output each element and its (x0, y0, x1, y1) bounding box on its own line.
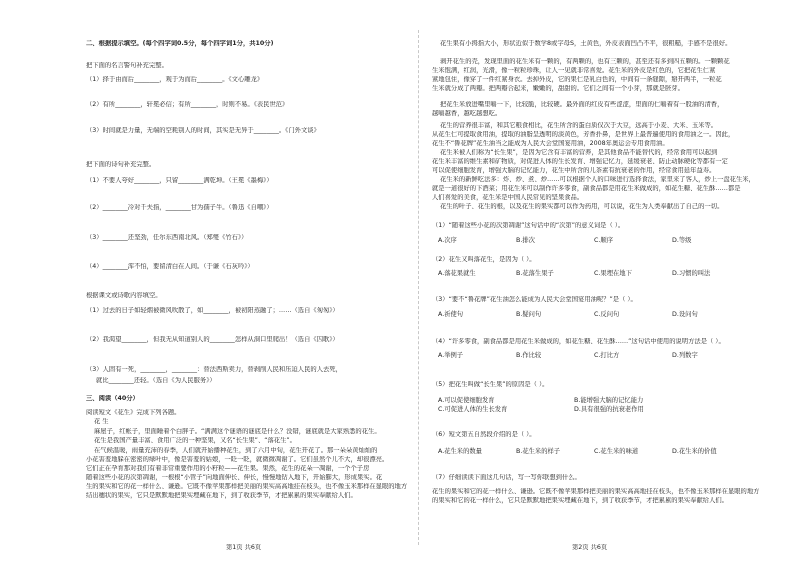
article-line: 麻屋子，红帐子，里面睡着个白胖子。“满满这个谜语的谜底是什么？没错，谜底就是大家熟悉的花生。 (94, 428, 381, 435)
q5-option-c[interactable]: C.可促进人体的生长发育 (438, 406, 508, 413)
article-line: 花生米丰富的维生素和矿物质，对促进人体的生长发育、增强记忆力，延缓衰老、防止动脉硬化等都有一定 (432, 158, 728, 165)
page-number: 第2页 共6页 (572, 544, 608, 551)
q2-option-d[interactable]: D.习惯的叫法 (672, 270, 711, 277)
q4-option-a[interactable]: A.举例子 (438, 352, 464, 359)
article-line: 花生是我国产量丰富、食用广泛的一种坚果，又名“长生果”、“落花生”。 (94, 437, 296, 444)
article-line: 在气候温暖，雨量充沛的春季，人们就开始播种花生，到了六月中旬，花生开花了。那一朵朵黄灿灿的 (94, 447, 378, 454)
q2-option-b[interactable]: B.花落生果子 (516, 270, 554, 277)
q4-option-b[interactable]: B.作比较 (516, 352, 542, 359)
article-line: 花生的营养很丰富，和其它粮食相比，花生所含的蛋白质仅次于大豆，远高于小麦、大米、玉米等。 (440, 122, 718, 129)
article-line: 小花害羞地躲在密密的绿叶中，像是害羞的姑娘，一眨一眨，就微微凋谢了。它们虽然个儿不大，却很漂亮。 (86, 456, 389, 463)
text-t2: （2）我渴望________，但我无从知道别人的________怎样从洞口里爬出！（选自《囚歌》） (86, 336, 339, 343)
question-1: （1）“随着这些小花的次第凋谢”这句话中的“次第”的意义词是（ ）。 (432, 222, 625, 229)
q3-option-d[interactable]: D.设问句 (672, 311, 698, 318)
q1-option-b[interactable]: B.排次 (516, 237, 535, 244)
q6-option-d[interactable]: D.花生米的价值 (672, 448, 717, 455)
right-column (432, 0, 762, 562)
question-6: （6）短文第五自然段介绍的是（ ）。 (432, 431, 536, 438)
q6-option-c[interactable]: C.花生米的味道 (594, 448, 639, 455)
q6-option-b[interactable]: B.花生米的样子 (516, 448, 561, 455)
q2-option-c[interactable]: C.果埋在地下 (594, 270, 632, 277)
quote-q2: （2）有所________，轩冕必信；有所________，时则不易。《表民世范》 (86, 101, 289, 108)
question-7: （7）仔细读读下面这几句话，写一写你联想到什么。 (432, 474, 581, 481)
article-line: 它们正在孕育那对我们有着非常重要作用的小籽粒——花生果。果然，花生的花朵一凋谢，一个个子房 (86, 465, 370, 472)
article-line: 从花生仁可提取食用油，提取的油脂呈透明的淡黄色，芳香扑鼻，是世界上最普遍使用的食用油之一。因此， (432, 131, 735, 138)
page-number: 第1页 共6页 (226, 544, 262, 551)
reading-intro: 阅读短文《花生》完成下列各题。 (86, 409, 181, 416)
article-line: 随着这些小花的次第凋谢，一根根“小管子”向地面伸长、伸长，慢慢地钻入地下，开始膨大，形成果实。花 (86, 474, 383, 481)
q5-option-a[interactable]: A.可以促使细胞发育 (438, 397, 495, 404)
article-line: 花生不“鲁花牌”花生油当之能成为人民大会堂国宴用油，2008年奥运会专用食用油。 (432, 140, 669, 147)
article-line: 人们喜爱的美食，花生米是中国人民常见的坚果食品。 (432, 194, 584, 201)
article-title: 花 生 (94, 418, 109, 425)
poem-p3: （3）________还坚劲，任尔东西南北风。（郑燮《竹石》） (86, 234, 248, 241)
article-line: 生米饱满，红润，光滑，像一粒粒珍珠，让人一见就非常喜爱。花生米的外皮是红色的，它把花生仁紧 (432, 67, 716, 74)
q2-option-a[interactable]: A.落花果就生 (438, 270, 476, 277)
q3-option-a[interactable]: A.祈使句 (438, 311, 464, 318)
text-t1: （1）过去的日子如轻烟被微风吹散了，如________，被初阳蒸融了；……（选自《匆匆》） (86, 307, 339, 314)
article-line: 花生米被人们称为“长生果”，是因为它含有丰富的营养，是其他食品不能替代的，经常食用可以起到 (440, 149, 718, 156)
question-3: （3）“要不“鲁花牌”花生油怎么能成为人民大会堂国宴用油呢？”是（ ）。 (432, 296, 637, 303)
part-3-heading: 根据课文或诗歌内容填空。 (86, 292, 162, 299)
quote-q3: （3）时间就是力量，无端的空耗别人的时间，其实是无异于________。《门外文谈》 (86, 127, 320, 134)
question-4: （4）“许多零食，副食品都是用花生米做成的，如花生糖、花生酥……”这句话中使用的说明方法是（ ）。 (432, 338, 725, 345)
article-line: 结出穗状的果实，它只是默默地把果实埋藏在地下，到了收获季节，才把累累的果实奉献给人们。 (86, 492, 357, 499)
q1-option-c[interactable]: C.顺序 (594, 237, 613, 244)
q1-option-a[interactable]: A.次序 (438, 237, 457, 244)
poem-p1: （1）不要人夸好________，只留________满乾坤。（王冕《墨梅》） (86, 177, 273, 184)
article-line: 越嚼越香，越吃越想吃。 (432, 110, 502, 117)
left-column (86, 0, 408, 562)
article-line: 把花生米放进嘴里嚼一下，比较脆，比较硬。最外面的红皮有些涩涩，里面的仁嚼着有一股油的清香， (440, 101, 724, 108)
q6-option-a[interactable]: A.花生米的数量 (438, 448, 482, 455)
article-line: 生的果实和它的花一样什么、谦逊。它既不像苹果那样把美丽的果实高高地挂在枝头，也不像玉米那样在显眼的地方 (86, 483, 408, 490)
article-line: 剥开花生的壳，发现里面的花生米有一颗的，有两颗的，也有三颗的，甚至还有多到四五颗的。一颗颗花 (440, 58, 730, 65)
question-2: （2）花生又叫落花生，是因为（ ）。 (432, 256, 536, 263)
article-line: 可以促使细胞发育，增强大脑的记忆能力，花生中所含的儿茶素有抗衰老的作用，经常食用延年益寿。 (432, 167, 716, 174)
article-line: 生米就分成了两瓣。把两瓣合起来，嫩嫩的，甜甜的。它们之间有一个小芽，那就是胚芽。 (432, 85, 684, 92)
question-5: （5）把花生叫做“长生果”的原因是（ ）。 (432, 381, 549, 388)
q3-option-c[interactable]: C.反问句 (594, 311, 620, 318)
section-2-title: 二、根据提示填空。(每个四字词0.5分，每个四字词1分，共10分) (86, 40, 274, 47)
article-line: 紧地包住，像穿了一件红紧身衣。去掉外皮，它的果仁是乳白色的，中间有一条缝隙，掰开两半，一粒花 (432, 76, 722, 83)
q4-option-c[interactable]: C.打比方 (594, 352, 620, 359)
q5-option-b[interactable]: B.能增强大脑的记忆能力 (574, 397, 644, 404)
q7-passage-line: 花生的果实和它的花一样什么、谦逊。它既不像苹果那样把美丽的果实高高地挂在枝头，也不像玉米那样在显眼的地方 (432, 488, 760, 495)
poem-p4: （4）________浑不怕，要留清白在人间。（于谦《石灰吟》） (86, 263, 254, 270)
text-t3-line2: 就比________还轻。（选自《为人民服务》） (96, 377, 216, 384)
poem-p2: （2）________冷对千夫指，________甘为孺子牛。（鲁迅《自嘲》） (86, 204, 273, 211)
article-line: 就是一道很好的下酒菜；用花生米可以制作许多零食，副食品都是用花生米做成的，如花生糖、花生酥……都是 (432, 185, 741, 192)
part-1-heading: 把下面的名言警句补充完整。 (86, 62, 168, 69)
quote-q1: （1）择于由而后________，观于为而后________。《文心雕龙》 (86, 76, 264, 83)
article-line: 花生果有小拇指大小，形状近似于数学8或字母S，土黄色，外皮表面凹凸不平，很粗糙，手感不是很好。 (440, 40, 732, 47)
part-2-heading: 把下面的诗句补充完整。 (86, 161, 156, 168)
q3-option-b[interactable]: B.疑问句 (516, 311, 542, 318)
article-line: 花生的叶子、花生的根，以及花生的果实都可以作为药用，可以说，花生为人类奉献出了自己的一切。 (440, 203, 724, 210)
page-fold-divider (418, 30, 419, 545)
q1-option-d[interactable]: D.等级 (672, 237, 692, 244)
article-line: 花生米的新鲜吃法多：炸、炒、煮、炒……可以根据个人的口味进行选择食法，家里来了客人，炒上一盘花生米， (440, 176, 755, 183)
q7-passage-line: 的果实和它的花一样什么，它只是默默地把果实埋藏在地下，到了收获季节，才把累累的果实奉献给人们。 (432, 497, 728, 504)
text-t3-line1: （3）人固有一死，________，________：替法西斯卖力，替剥削人民和压迫人民的人去死， (86, 366, 342, 373)
q4-option-d[interactable]: D.列数字 (672, 352, 698, 359)
section-3-title: 三、阅读（40分） (86, 395, 139, 402)
q5-option-d[interactable]: D.具有很强的抗衰老作用 (574, 406, 644, 413)
